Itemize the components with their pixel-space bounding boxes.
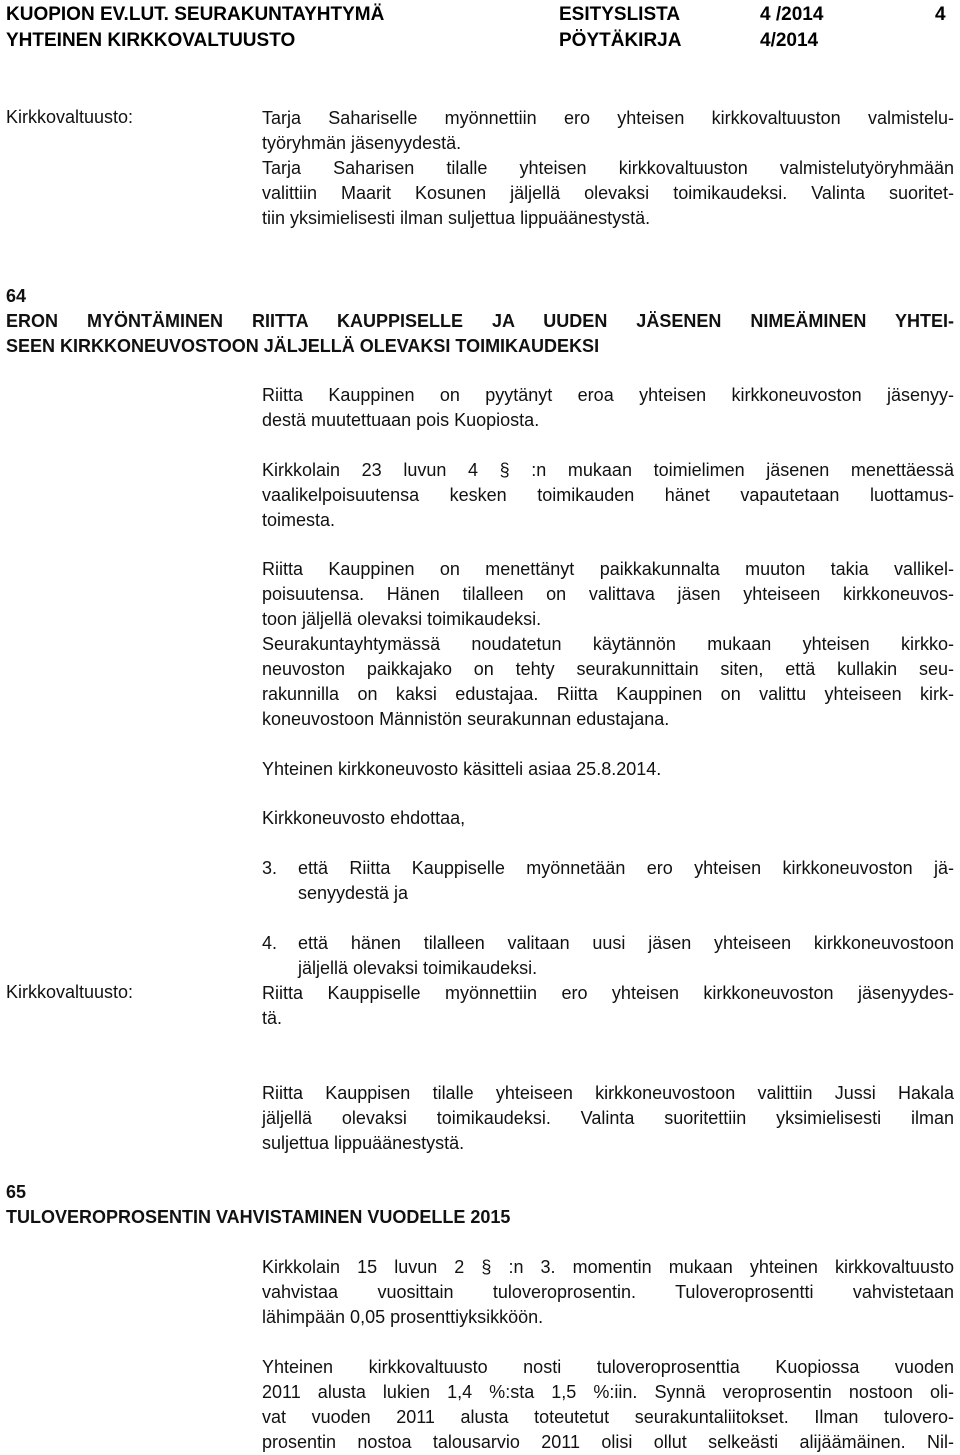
- text-line: Riitta Kauppiselle myönnettiin ero yhteisen kirkkoneuvoston jäsenyydes-: [262, 983, 954, 1003]
- text-line: poisuutensa. Hänen tilalleen on valittava jäsen yhteiseen kirkkoneuvos-: [262, 584, 954, 604]
- text-line: Yhteinen kirkkovaltuusto nosti tuloveroprosenttia Kuopiossa vuoden: [262, 1357, 954, 1377]
- text-line: suljettua lippuäänestystä.: [262, 1133, 465, 1153]
- text-line: Riitta Kauppinen on menettänyt paikkakunnalta muuton takia vallikel-: [262, 559, 954, 579]
- text-line: senyydestä ja: [298, 883, 409, 903]
- page-number: 4: [935, 4, 946, 25]
- text-line: lähimpään 0,05 prosenttiyksikköön.: [262, 1307, 544, 1327]
- text-line: tä.: [262, 1008, 283, 1028]
- text-line: Kirkkolain 23 luvun 4 § :n mukaan toimielimen jäsenen menettäessä: [262, 460, 954, 480]
- item-number: 3.: [262, 858, 278, 878]
- text-line: työryhmän jäsenyydestä.: [262, 133, 462, 153]
- paragraph: [262, 458, 954, 533]
- document-header: [6, 2, 956, 54]
- text-line: toimesta.: [262, 510, 336, 530]
- text-line: 2011 alusta lukien 1,4 %:sta 1,5 %:iin. Synnä veroprosentin nostoon oli-: [262, 1382, 954, 1402]
- text-line: koneuvostoon Männistön seurakunnan edustajana.: [262, 709, 670, 729]
- text-line: tiin yksimielisesti ilman suljettua lippuäänestystä.: [262, 208, 651, 228]
- item-body: [298, 931, 954, 981]
- text-line: Kirkkolain 15 luvun 2 § :n 3. momentin mukaan yhteinen kirkkovaltuusto: [262, 1257, 954, 1277]
- text-line: Riitta Kauppisen tilalle yhteiseen kirkkoneuvostoon valittiin Jussi Hakala: [262, 1083, 954, 1103]
- header-doc-type-minutes: PÖYTÄKIRJA: [559, 30, 682, 51]
- paragraph: [262, 383, 954, 433]
- text-line: Seurakuntayhtymässä noudatetun käytännön mukaan yhteisen kirkko-: [262, 634, 954, 654]
- text-line: vahvistaa vuosittain tuloveroprosentin. Tuloveroprosentti vahvistetaan: [262, 1282, 954, 1302]
- item-body: [298, 856, 954, 906]
- section-title-line: TULOVEROPROSENTIN VAHVISTAMINEN VUODELLE 2015: [6, 1207, 511, 1227]
- paragraph: [262, 806, 954, 831]
- decision-paragraph: [262, 106, 954, 231]
- section-title-line: ERON MYÖNTÄMINEN RIITTA KAUPPISELLE JA UUDEN JÄSENEN NIMEÄMINEN YHTEI-: [6, 311, 954, 331]
- paragraph: [262, 757, 954, 782]
- text-line: vat vuoden 2011 alusta toteutetut seurakuntaliitokset. Ilman tulovero-: [262, 1407, 954, 1427]
- text-line: neuvoston paikkajako on tehty seurakunnittain siten, että kullakin seu-: [262, 659, 954, 679]
- section-number: 65: [6, 1182, 27, 1202]
- header-minutes-number: 4/2014: [760, 30, 819, 51]
- decision-paragraph: [262, 981, 954, 1031]
- text-line: vaalikelpoisuutensa kesken toimikauden hänet vapautetaan luottamus-: [262, 485, 954, 505]
- decision-paragraph: [262, 1081, 954, 1156]
- header-agenda-number: 4 /2014: [760, 4, 824, 25]
- text-line: että Riitta Kauppiselle myönnetään ero yhteisen kirkkoneuvoston jä-: [298, 858, 954, 878]
- text-line: Yhteinen kirkkoneuvosto käsitteli asiaa 25.8.2014.: [262, 759, 662, 779]
- item-number: 4.: [262, 933, 278, 953]
- text-line: Tarja Saharisen tilalle yhteisen kirkkovaltuuston valmistelutyöryhmään: [262, 158, 954, 178]
- text-line: jäljellä olevaksi toimikaudeksi. Valinta suoritettiin yksimielisesti ilman: [262, 1108, 954, 1128]
- header-body: YHTEINEN KIRKKOVALTUUSTO: [6, 30, 296, 51]
- decision-label: Kirkkovaltuusto:: [6, 107, 134, 127]
- section-heading: [6, 1180, 954, 1230]
- paragraph: [262, 1255, 954, 1330]
- text-line: toon jäljellä olevaksi toimikaudeksi.: [262, 609, 542, 629]
- paragraph: [262, 1355, 954, 1455]
- text-line: jäljellä olevaksi toimikaudeksi.: [298, 958, 538, 978]
- section-heading: [6, 284, 954, 359]
- header-doc-type-agenda: ESITYSLISTA: [559, 4, 681, 25]
- header-organization: KUOPION EV.LUT. SEURAKUNTAYHTYMÄ: [6, 4, 385, 25]
- text-line: Riitta Kauppinen on pyytänyt eroa yhteisen kirkkoneuvoston jäsenyy-: [262, 385, 954, 405]
- text-line: Tarja Sahariselle myönnettiin ero yhteisen kirkkovaltuuston valmistelu-: [262, 108, 954, 128]
- text-line: Kirkkoneuvosto ehdottaa,: [262, 808, 466, 828]
- decision-label: Kirkkovaltuusto:: [6, 982, 134, 1002]
- paragraph: [262, 557, 954, 732]
- section-title-line: SEEN KIRKKONEUVOSTOON JÄLJELLÄ OLEVAKSI TOIMIKAUDEKSI: [6, 336, 600, 356]
- text-line: prosentin nostoa talousarvio 2011 olisi ollut selkeästi alijäämäinen. Nil-: [262, 1432, 954, 1452]
- text-line: valittiin Maarit Kosunen jäljellä olevaksi toimikaudeksi. Valinta suoritet-: [262, 183, 954, 203]
- text-line: destä muutettuaan pois Kuopiosta.: [262, 410, 540, 430]
- section-number: 64: [6, 286, 27, 306]
- text-line: että hänen tilalleen valitaan uusi jäsen yhteiseen kirkkoneuvostoon: [298, 933, 954, 953]
- text-line: rakunnilla on kaksi edustajaa. Riitta Kauppinen on valittu yhteiseen kirk-: [262, 684, 954, 704]
